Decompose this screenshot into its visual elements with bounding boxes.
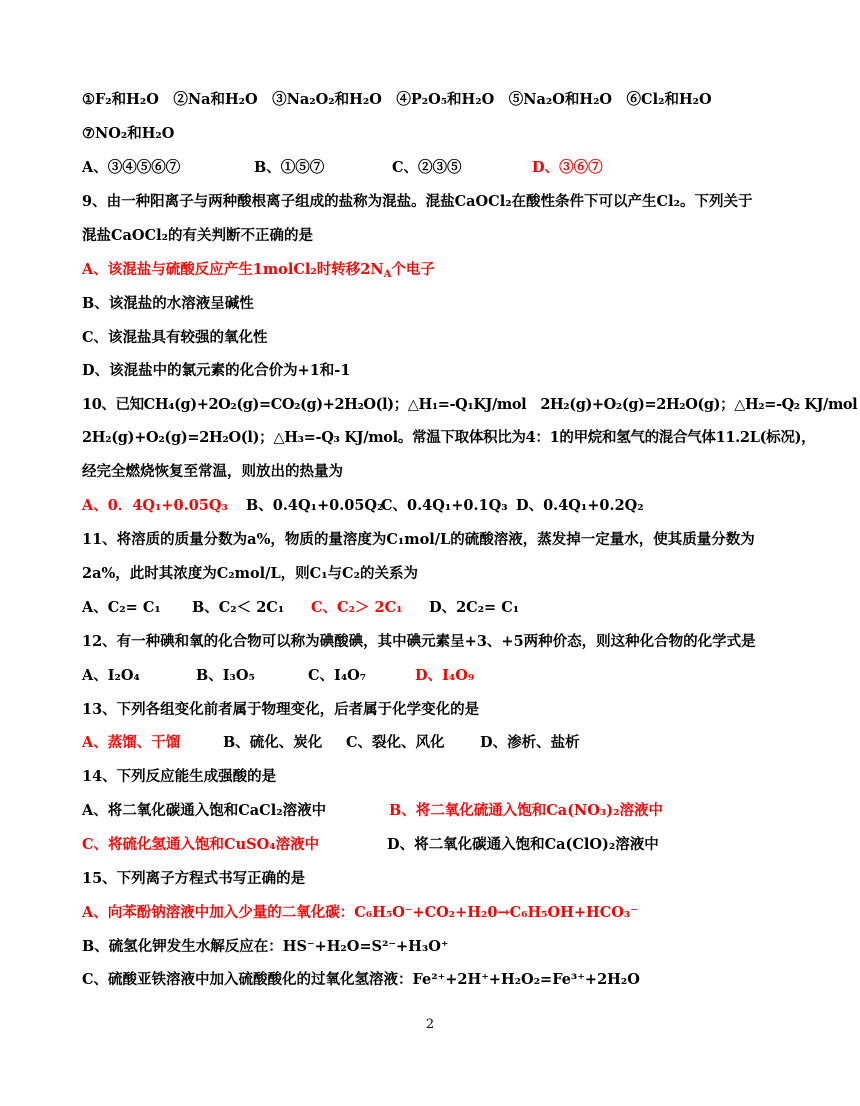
- q8-option-d-answer: D、③⑥⑦: [532, 159, 603, 176]
- q10-option-d: D、0.4Q₁+0.2Q₂: [516, 497, 644, 514]
- q11-stem-line2-text: 2a%，此时其浓度为C₂mol/L，则C₁与C₂的关系为: [82, 565, 418, 582]
- q9-stem-line1-text: 9、由一种阳离子与两种酸根离子组成的盐称为混盐。混盐CaOCl₂在酸性条件下可以产生Cl₂。下列关于: [82, 193, 753, 210]
- q8-option-c: C、②③⑤: [392, 159, 462, 176]
- q12-option-c: C、I₄O₇: [308, 667, 367, 684]
- q11-stem-line2: [82, 564, 418, 584]
- q8-choices-line2-text: ⑦NO₂和H₂O: [82, 125, 175, 142]
- q9-option-d-text: D、该混盐中的氯元素的化合价为+1和-1: [82, 362, 351, 379]
- q10-stem-line1-text: 10、已知CH₄(g)+2O₂(g)=CO₂(g)+2H₂O(l)；△H₁=-Q₁KJ/mol 2H₂(g)+O₂(g)=2H₂O(g)；△H₂=-Q₂ KJ/mol: [82, 396, 858, 413]
- q13-stem: [82, 700, 479, 720]
- q9-stem-line2-text: 混盐CaOCl₂的有关判断不正确的是: [82, 227, 313, 244]
- q14-option-b-answer: B、将二氧化硫通入饱和Ca(NO₃)₂溶液中: [389, 802, 663, 819]
- q13-option-b: B、硫化、炭化: [223, 734, 323, 751]
- q10-option-b: B、0.4Q₁+0.05Q₂: [246, 497, 384, 514]
- page-number: 2: [425, 1017, 435, 1032]
- q15-option-a-text: A、向苯酚钠溶液中加入少量的二氧化碳：C₆H₅O⁻+CO₂+H₂0→C₆H₅OH+HCO₃⁻: [82, 904, 638, 921]
- q15-stem-text: 15、下列离子方程式书写正确的是: [82, 870, 306, 887]
- q8-choices-line1: [82, 90, 712, 110]
- q8-choices-line2: [82, 124, 174, 144]
- q14-option-c-answer: C、将硫化氢通入饱和CuSO₄溶液中: [82, 836, 320, 853]
- q11-option-c-answer: C、C₂＞ 2C₁: [311, 599, 403, 616]
- q12-stem-text: 12、有一种碘和氧的化合物可以称为碘酸碘，其中碘元素呈+3、+5两种价态，则这种化合物的化学式是: [82, 633, 756, 650]
- q11-stem-line1-text: 11、将溶质的质量分数为a%，物质的量溶度为C₁mol/L的硫酸溶液，蒸发掉一定量水，使其质量分数为: [82, 531, 755, 548]
- q15-option-a-answer: [82, 903, 638, 923]
- q9-option-d: [82, 361, 350, 381]
- q10-stem-line1: [82, 395, 857, 415]
- q9-option-a-answer: [82, 260, 435, 280]
- q11-option-a: A、C₂= C₁: [82, 599, 161, 616]
- q10-stem-line3: [82, 462, 343, 482]
- q13-option-a-answer: A、蒸馏、干馏: [82, 734, 181, 751]
- q10-stem-line3-text: 经完全燃烧恢复至常温，则放出的热量为: [82, 463, 343, 480]
- q9-option-b-text: B、该混盐的水溶液呈碱性: [82, 295, 254, 312]
- q14-stem-text: 14、下列反应能生成强酸的是: [82, 768, 277, 785]
- q10-option-c: C、0.4Q₁+0.1Q₃: [381, 497, 508, 514]
- q11-stem-line1: [82, 530, 755, 550]
- q9-stem-line2: [82, 226, 313, 246]
- q12-option-b: B、I₃O₅: [196, 667, 255, 684]
- q12-stem: [82, 632, 756, 652]
- q14-option-d: D、将二氧化碳通入饱和Ca(ClO)₂溶液中: [387, 836, 659, 853]
- q9-stem-line1: [82, 192, 752, 212]
- q13-option-d: D、渗析、盐析: [480, 734, 580, 751]
- q8-choices-line1-text: ①F₂和H₂O ②Na和H₂O ③Na₂O₂和H₂O ④P₂O₅和H₂O ⑤Na₂O和H₂O ⑥Cl₂和H₂O: [82, 91, 712, 108]
- q11-option-b: B、C₂＜ 2C₁: [192, 599, 285, 616]
- q15-option-b: [82, 937, 449, 957]
- q9-option-c: [82, 328, 268, 348]
- q12-option-d-answer: D、I₄O₉: [415, 667, 475, 684]
- q9-option-b: [82, 294, 254, 314]
- q13-option-c: C、裂化、风化: [346, 734, 445, 751]
- q15-stem: [82, 869, 305, 889]
- q9-option-c-text: C、该混盐具有较强的氧化性: [82, 329, 268, 346]
- q14-option-a: A、将二氧化碳通入饱和CaCl₂溶液中: [82, 802, 327, 819]
- q13-stem-text: 13、下列各组变化前者属于物理变化，后者属于化学变化的是: [82, 701, 480, 718]
- q11-option-d: D、2C₂= C₁: [429, 599, 520, 616]
- q14-stem: [82, 767, 276, 787]
- q15-option-b-text: B、硫氢化钾发生水解反应在：HS⁻+H₂O=S²⁻+H₃O⁺: [82, 938, 449, 955]
- q15-option-c: [82, 970, 640, 990]
- q8-option-a: A、③④⑤⑥⑦: [82, 159, 181, 176]
- q10-stem-line2-text: 2H₂(g)+O₂(g)=2H₂O(l)；△H₃=-Q₃ KJ/mol。常温下取体积比为4：1的甲烷和氢气的混合气体11.2L(标况)，: [82, 429, 816, 446]
- q10-stem-line2: [82, 428, 815, 448]
- q9-option-a-text: A、该混盐与硫酸反应产生1molCl₂时转移$2N_A$个电子: [82, 261, 435, 280]
- q8-option-b: B、①⑤⑦: [254, 159, 325, 176]
- q12-option-a: A、I₂O₄: [82, 667, 140, 684]
- q10-option-a-answer: A、0．4Q₁+0.05Q₃: [82, 497, 228, 514]
- q15-option-c-text: C、硫酸亚铁溶液中加入硫酸酸化的过氧化氢溶液：Fe²⁺+2H⁺+H₂O₂=Fe³⁺+2H₂O: [82, 971, 640, 988]
